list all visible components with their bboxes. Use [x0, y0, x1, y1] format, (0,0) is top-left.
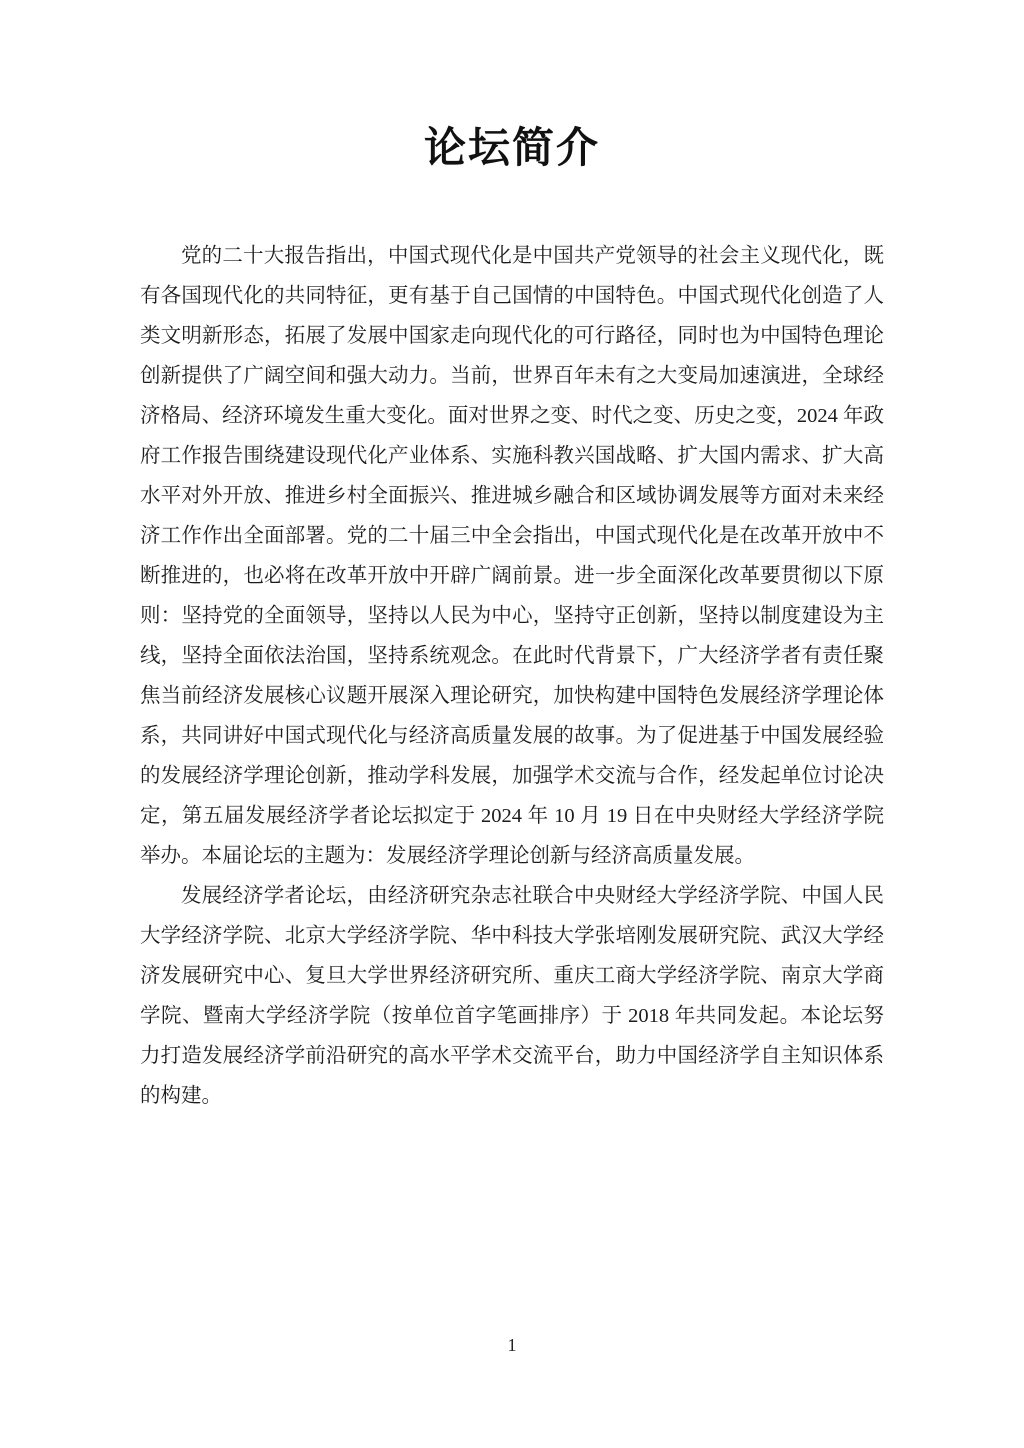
- page-number: 1: [507, 1335, 517, 1355]
- document-body: [140, 236, 884, 1116]
- paragraph-founders: 发展经济学者论坛，由经济研究杂志社联合中央财经大学经济学院、中国人民大学经济学院、北京大学经济学院、华中科技大学张培刚发展研究院、武汉大学经济发展研究中心、复旦大学世界经济研究所、重庆工商大学经济学院、南京大学商学院、暨南大学经济学院（按单位首字笔画排序）于 2018 年共同发起。本论坛努力打造发展经济学前沿研究的高水平学术交流平台，助力中国经济学自主知识体系的构建。: [140, 885, 884, 1107]
- paragraph-intro: 党的二十大报告指出，中国式现代化是中国共产党领导的社会主义现代化，既有各国现代化的共同特征，更有基于自己国情的中国特色。中国式现代化创造了人类文明新形态，拓展了发展中国家走向现代化的可行路径，同时也为中国特色理论创新提供了广阔空间和强大动力。当前，世界百年未有之大变局加速演进，全球经济格局、经济环境发生重大变化。面对世界之变、时代之变、历史之变，2024 年政府工作报告围绕建设现代化产业体系、实施科教兴国战略、扩大国内需求、扩大高水平对外开放、推进乡村全面振兴、推进城乡融合和区域协调发展等方面对未来经济工作作出全面部署。党的二十届三中全会指出，中国式现代化是在改革开放中不断推进的，也必将在改革开放中开辟广阔前景。进一步全面深化改革要贯彻以下原则：坚持党的全面领导，坚持以人民为中心，坚持守正创新，坚持以制度建设为主线，坚持全面依法治国，坚持系统观念。在此时代背景下，广大经济学者有责任聚焦当前经济发展核心议题开展深入理论研究，加快构建中国特色发展经济学理论体系，共同讲好中国式现代化与经济高质量发展的故事。为了促进基于中国发展经验的发展经济学理论创新，推动学科发展，加强学术交流与合作，经发起单位讨论决定，第五届发展经济学者论坛拟定于 2024 年 10 月 19 日在中央财经大学经济学院举办。本届论坛的主题为：发展经济学理论创新与经济高质量发展。: [140, 245, 884, 867]
- page-title: 论坛简介: [423, 124, 600, 171]
